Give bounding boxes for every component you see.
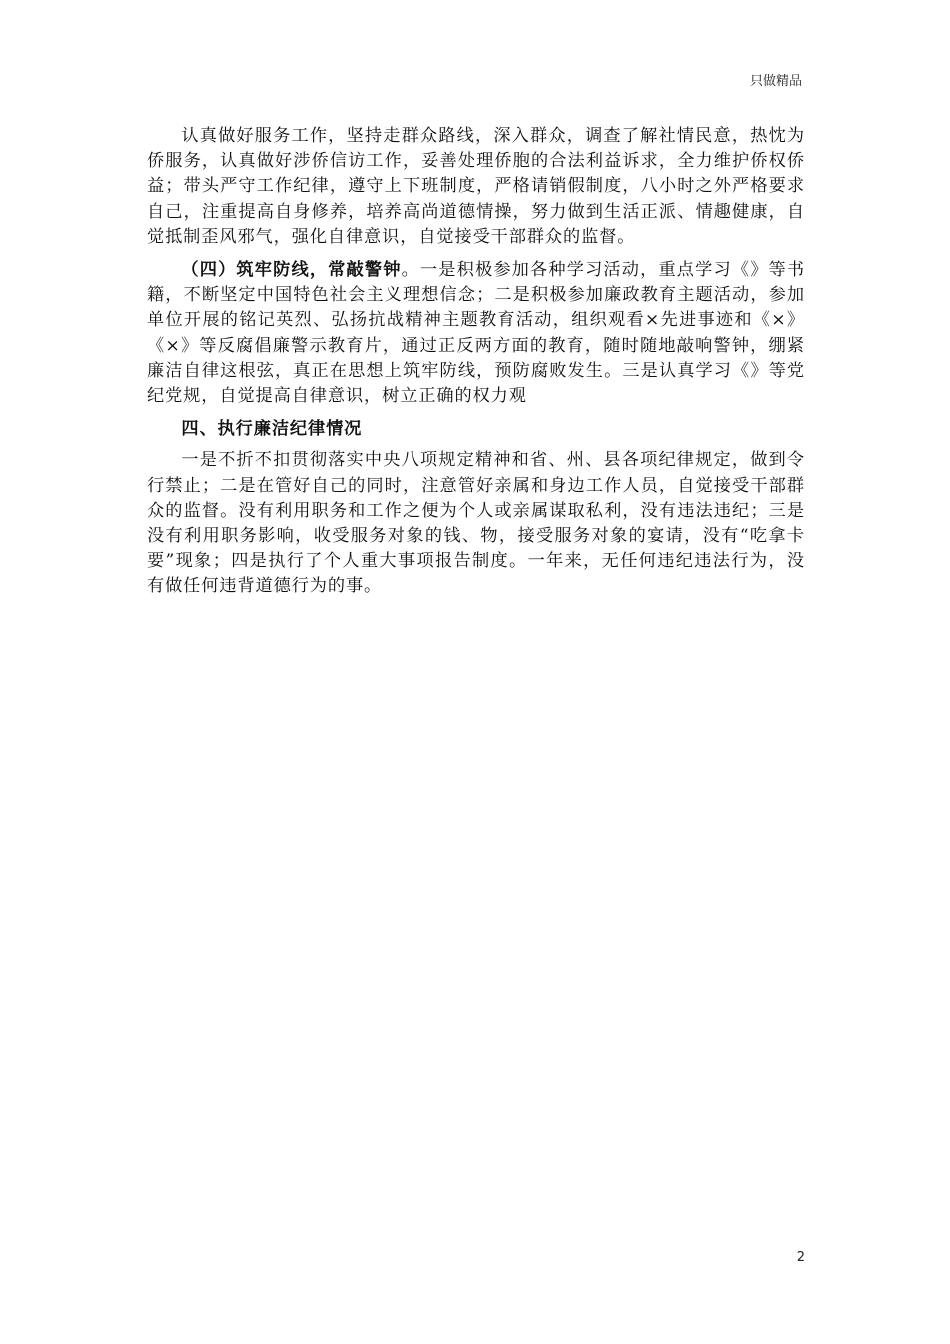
paragraph-defense-line bbox=[147, 258, 805, 409]
paragraph-defense-line-body: 。一是积极参加各种学习活动，重点学习《》等书籍，不断坚定中国特色社会主义理想信念；二是积极参加廉政教育主题活动，参加单位开展的铭记英烈、弘扬抗战精神主题教育活动，组织观看×先进事迹和《×》《×》等反腐倡廉警示教育片，通过正反两方面的教育，随时随地敲响警钟，绷紧廉洁自律这根弦，真正在思想上筑牢防线，预防腐败发生。三是认真学习《》等党纪党规，自觉提高自律意识，树立正确的权力观 bbox=[147, 260, 805, 407]
page-header: 只做精品 bbox=[749, 74, 802, 89]
document-body bbox=[147, 124, 805, 608]
paragraph-discipline: 一是不折不扣贯彻落实中央八项规定精神和省、州、县各项纪律规定，做到令行禁止；二是在管好自己的同时，注意管好亲属和身边工作人员，自觉接受干部群众的监督。没有利用职务和工作之便为个人或亲属谋取私利，没有违法违纪；三是没有利用职务影响，收受服务对象的钱、物，接受服务对象的宴请，没有“吃拿卡要”现象；四是执行了个人重大事项报告制度。一年来，无任何违纪违法行为，没有做任何违背道德行为的事。 bbox=[147, 450, 805, 597]
page-number: 2 bbox=[796, 1250, 805, 1265]
section-title-four: （四）筑牢防线，常敲警钟 bbox=[181, 260, 402, 281]
header-rule bbox=[147, 92, 805, 93]
section-heading-discipline: 四、执行廉洁纪律情况 bbox=[181, 419, 363, 440]
paragraph-service-work: 认真做好服务工作，坚持走群众路线，深入群众，调查了解社情民意，热忱为侨服务，认真做好涉侨信访工作，妥善处理侨胞的合法利益诉求，全力维护侨权侨益；带头严守工作纪律，遵守上下班制度，严格请销假制度，八小时之外严格要求自己，注重提高自身修养，培养高尚道德情操，努力做到生活正派、情趣健康，自觉抵制歪风邪气，强化自律意识，自觉接受干部群众的监督。 bbox=[147, 126, 805, 247]
